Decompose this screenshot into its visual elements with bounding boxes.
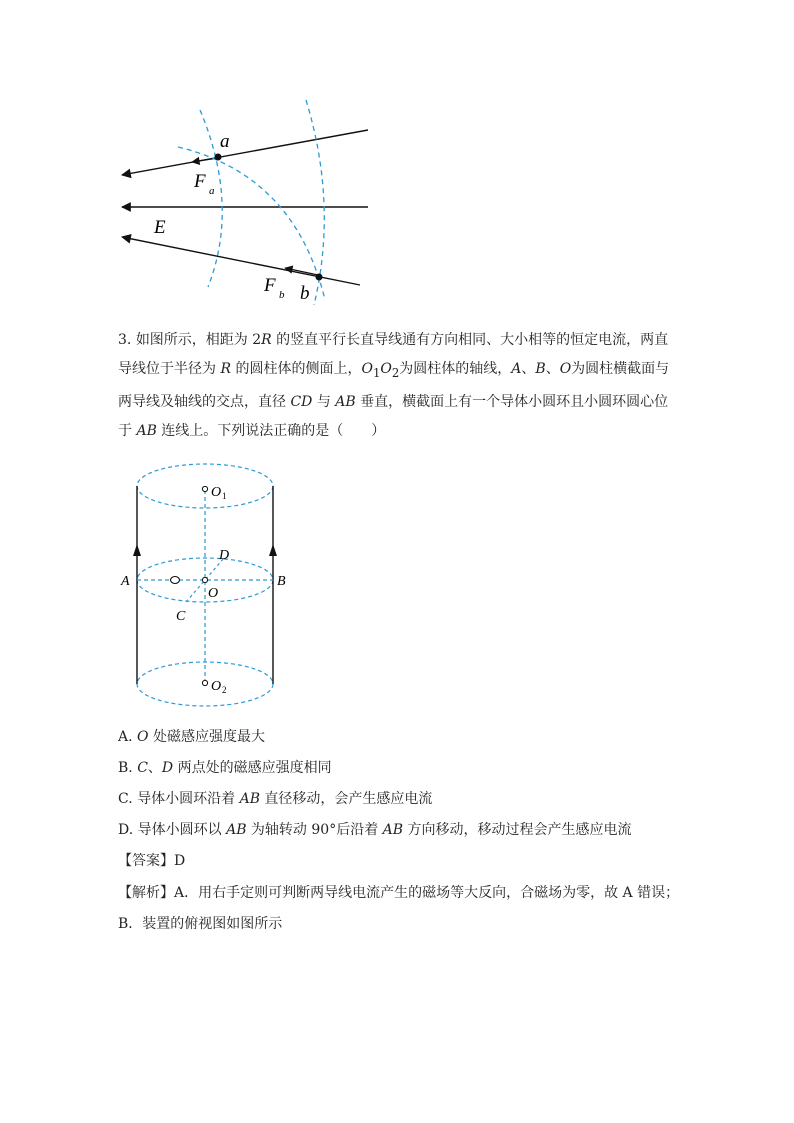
label-O: O [208, 586, 219, 601]
label-a: a [220, 131, 230, 152]
trajectory-curve [178, 147, 325, 300]
label-O1-sub: 1 [222, 491, 227, 501]
text-seg: 处磁感应强度最大 [148, 729, 265, 745]
text-seg: 、 [521, 361, 536, 377]
text-seg: 如图所示，相距为 2 [135, 332, 262, 348]
label-C: C [176, 609, 186, 624]
text-seg: 为圆柱横截面与 [571, 361, 670, 377]
label-O2: O [211, 679, 222, 694]
var-B: B [535, 361, 546, 377]
analysis-text-2: B．装置的俯视图如图所示 [118, 916, 283, 932]
label-Fa-sub: a [209, 185, 215, 197]
text-seg: 的竖直平行长直导线通有方向相同、大小相等的恒定电流，两直 [271, 332, 669, 348]
text-seg: 两点处的磁感应强度相同 [173, 760, 332, 776]
label-Fa: F [194, 171, 206, 192]
text-seg: D. 导体小圆环以 [118, 822, 227, 838]
text-seg: C. 导体小圆环沿着 [118, 791, 240, 807]
var-C: C [137, 760, 148, 776]
var-CD: CD [290, 393, 313, 410]
text-seg: 两导线及轴线的交点，直径 [118, 393, 291, 410]
subscript: 2 [391, 365, 400, 380]
text-seg: 连线上。下列说法正确的是（ ） [156, 422, 386, 439]
text-seg: 、 [147, 760, 162, 776]
question-number: 3. [118, 332, 132, 348]
label-B: B [277, 574, 286, 589]
var-O: O [380, 361, 392, 377]
label-E: E [154, 217, 166, 238]
var-AB: AB [382, 822, 404, 838]
field-line-top [122, 130, 368, 175]
option-a [118, 726, 265, 746]
text-seg: 于 [118, 422, 137, 439]
text-seg: 垂直，横截面上有一个导体小圆环且小圆环圆心位 [355, 393, 669, 410]
analysis-text-1: A．用右手定则可判断两导线电流产生的磁场等大反向，合磁场为零，故 A 错误； [174, 885, 680, 901]
option-d [118, 819, 632, 839]
label-D: D [219, 548, 230, 563]
answer-label: 【答案】 [118, 853, 174, 869]
point-O1 [202, 486, 207, 491]
question-line-2 [118, 355, 678, 388]
var-O: O [559, 361, 572, 377]
var-AB: AB [226, 822, 247, 838]
var-AB: AB [335, 393, 356, 410]
text-seg: 方向移动，移动过程会产生感应电流 [403, 822, 632, 838]
wire-right-arrow [269, 544, 277, 556]
var-AB: AB [136, 422, 157, 439]
var-R: R [261, 332, 272, 348]
answer-value: D [174, 853, 186, 869]
field-line-bottom [122, 237, 360, 285]
point-O [202, 577, 207, 582]
var-O: O [361, 361, 373, 377]
small-ring [171, 577, 180, 584]
question-text [118, 326, 678, 446]
question-line-1 [118, 326, 678, 355]
var-O: O [137, 729, 149, 745]
cylinder-figure [118, 460, 298, 720]
label-O1: O [211, 485, 222, 500]
text-seg: 的圆柱体的侧面上， [231, 361, 362, 377]
label-Fb-sub: b [279, 289, 285, 301]
text-seg: A. [118, 729, 138, 745]
text-seg: 直径移动，会产生感应电流 [259, 791, 433, 807]
analysis-line-2 [118, 913, 282, 933]
label-A: A [121, 574, 130, 589]
question-line-3 [118, 388, 678, 417]
subscript: 1 [372, 365, 381, 380]
text-seg: 导线位于半径为 [118, 361, 221, 377]
text-seg: B. [118, 760, 138, 776]
var-D: D [161, 760, 174, 776]
option-b [118, 757, 332, 777]
var-R: R [220, 361, 231, 377]
field-line-figure [110, 95, 380, 310]
wire-left-arrow [133, 544, 141, 556]
equipotential-left [200, 110, 222, 287]
analysis-line-1 [118, 882, 679, 902]
text-seg: 、 [545, 361, 560, 377]
var-A: A [511, 361, 522, 377]
analysis-label: 【解析】 [118, 885, 174, 901]
text-seg: 为圆柱体的轴线， [399, 361, 512, 377]
label-b: b [300, 283, 310, 304]
question-line-4 [118, 417, 678, 446]
point-O2 [202, 680, 207, 685]
label-Fb: F [264, 275, 276, 296]
text-seg: 为轴转动 90°后沿着 [246, 822, 383, 838]
point-a [215, 154, 222, 161]
point-b [316, 274, 323, 281]
option-c [118, 788, 432, 808]
answer-line [118, 850, 185, 870]
var-AB: AB [239, 791, 260, 807]
text-seg: 与 [312, 393, 336, 410]
label-O2-sub: 2 [222, 685, 227, 695]
